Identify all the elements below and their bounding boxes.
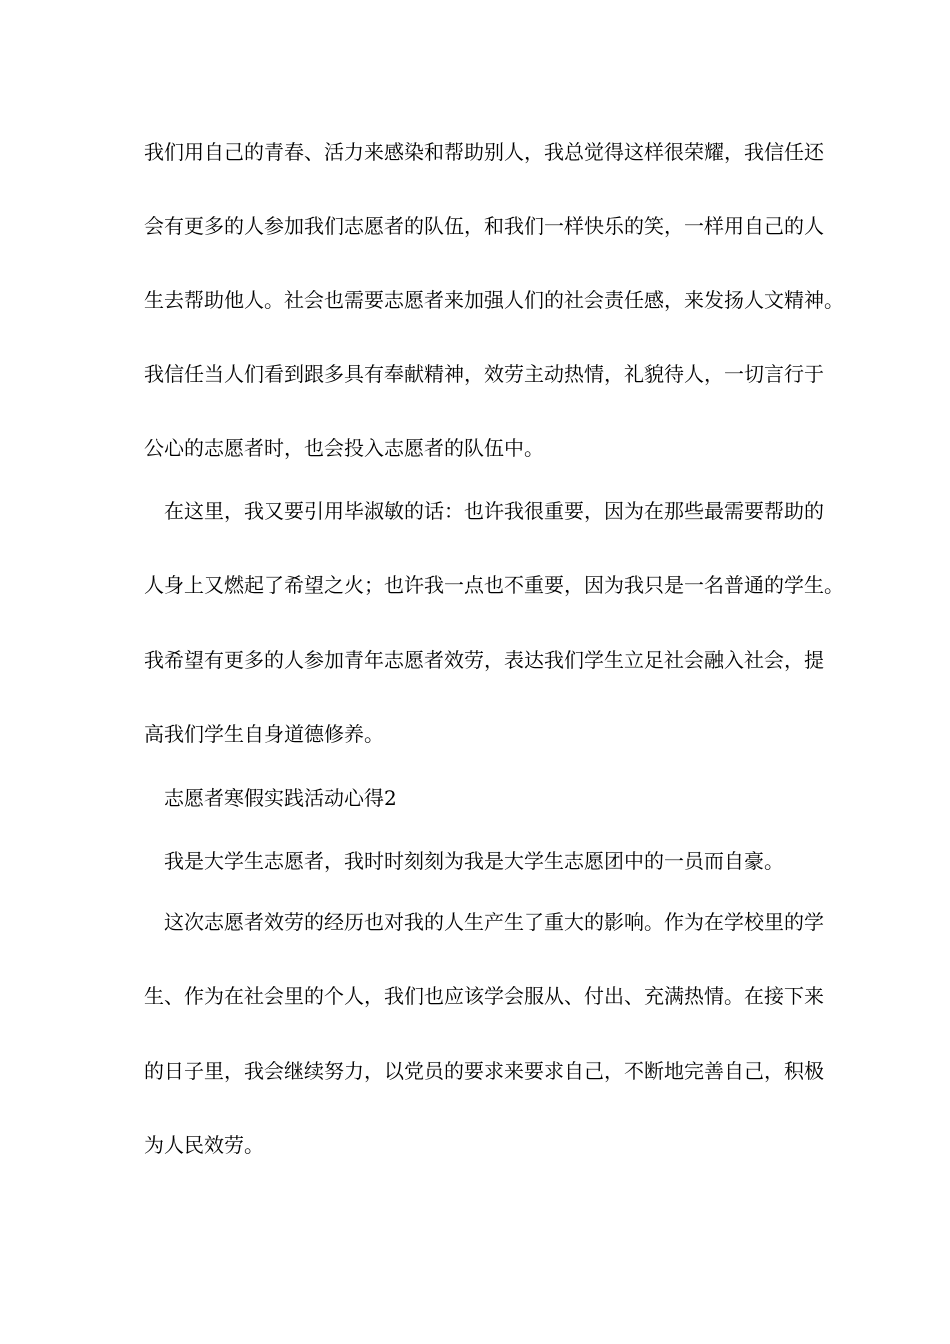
paragraph-line: 会有更多的人参加我们志愿者的队伍，和我们一样快乐的笑，一样用自己的人 <box>144 214 824 238</box>
section-heading <box>164 786 397 810</box>
paragraph-line: 生、作为在社会里的个人，我们也应该学会服从、付出、充满热情。在接下来 <box>144 984 824 1008</box>
paragraph-line: 我是大学生志愿者，我时时刻刻为我是大学生志愿团中的一员而自豪。 <box>164 849 784 873</box>
paragraph-line: 这次志愿者效劳的经历也对我的人生产生了重大的影响。作为在学校里的学 <box>164 910 824 934</box>
paragraph-line: 为人民效劳。 <box>144 1133 264 1157</box>
paragraph-line: 我希望有更多的人参加青年志愿者效劳，表达我们学生立足社会融入社会，提 <box>144 648 824 672</box>
paragraph-line: 生去帮助他人。社会也需要志愿者来加强人们的社会责任感，来发扬人文精神。 <box>144 288 844 312</box>
section-heading-text: 志愿者寒假实践活动心得 <box>164 786 384 810</box>
section-heading-number: 2 <box>384 786 397 810</box>
paragraph-line: 高我们学生自身道德修养。 <box>144 722 384 746</box>
paragraph-line: 人身上又燃起了希望之火；也许我一点也不重要，因为我只是一名普通的学生。 <box>144 573 844 597</box>
paragraph-line: 我信任当人们看到跟多具有奉献精神，效劳主动热情，礼貌待人，一切言行于 <box>144 362 824 386</box>
paragraph-line: 的日子里，我会继续努力，以党员的要求来要求自己，不断地完善自己，积极 <box>144 1059 824 1083</box>
paragraph-line: 我们用自己的青春、活力来感染和帮助别人，我总觉得这样很荣耀，我信任还 <box>144 140 824 164</box>
paragraph-line: 公心的志愿者时，也会投入志愿者的队伍中。 <box>144 436 544 460</box>
paragraph-line: 在这里，我又要引用毕淑敏的话：也许我很重要，因为在那些最需要帮助的 <box>164 499 824 523</box>
